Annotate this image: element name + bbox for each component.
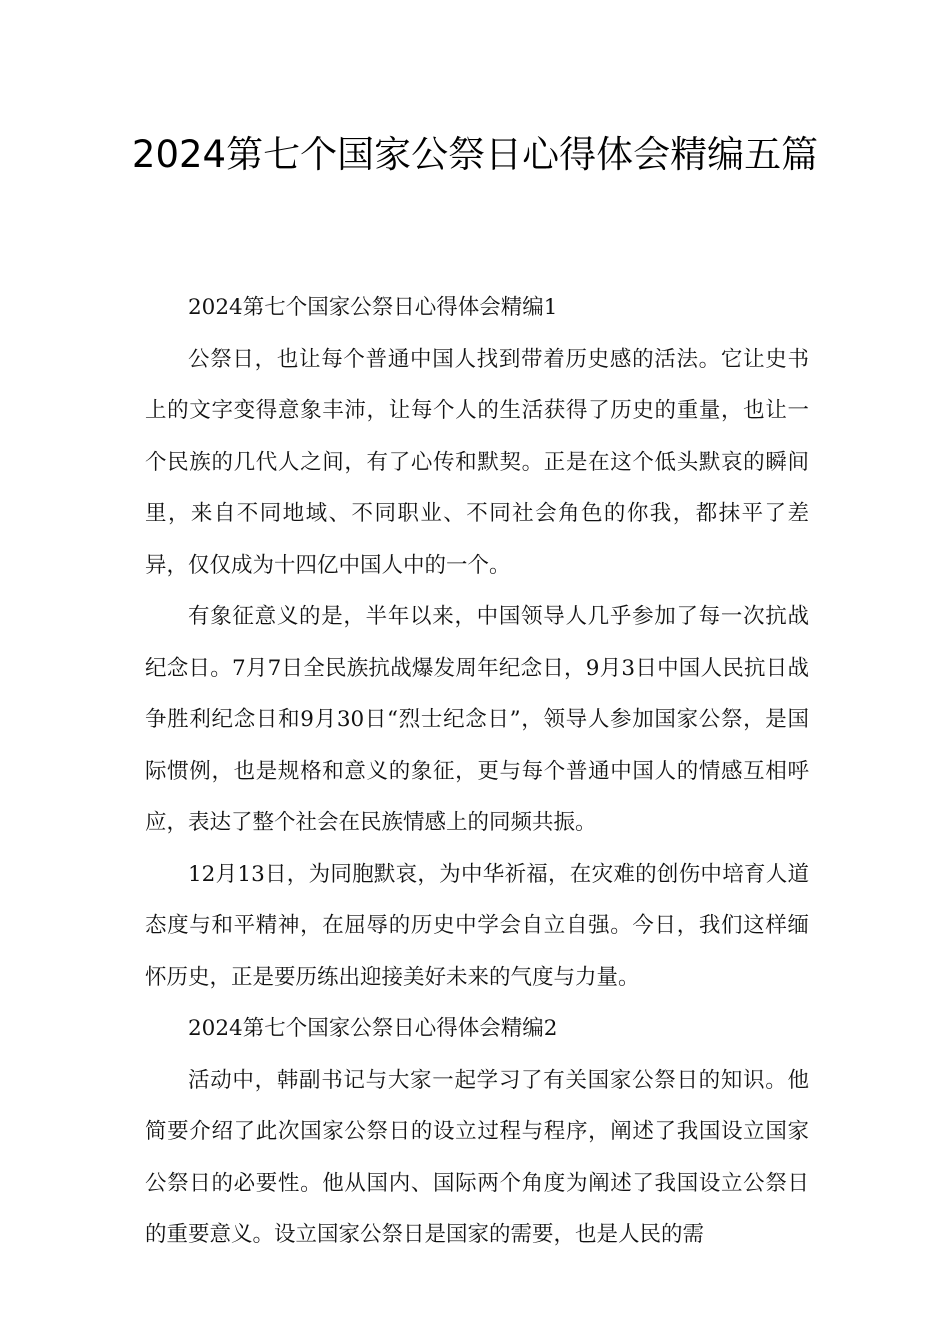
document-body [145, 282, 809, 1261]
section-heading: 2024第七个国家公祭日心得体会精编1 [188, 295, 558, 320]
paragraph: 有象征意义的是，半年以来，中国领导人几乎参加了每一次抗战纪念日。7月7日全民族抗战爆发周年纪念日，9月3日中国人民抗日战争胜利纪念日和9月30日“烈士纪念日”，领导人参加国家公祭，是国际惯例，也是规格和意义的象征，更与每个普通中国人的情感互相呼应，表达了整个社会在民族情感上的同频共振。 [145, 604, 809, 835]
section-heading: 2024第七个国家公祭日心得体会精编2 [188, 1016, 558, 1041]
paragraph: 12月13日，为同胞默哀，为中华祈福，在灾难的创伤中培育人道态度与和平精神，在屈辱的历史中学会自立自强。今日，我们这样缅怀历史，正是要历练出迎接美好未来的气度与力量。 [145, 861, 809, 990]
paragraph: 活动中，韩副书记与大家一起学习了有关国家公祭日的知识。他简要介绍了此次国家公祭日的设立过程与程序，阐述了我国设立国家公祭日的必要性。他从国内、国际两个角度为阐述了我国设立公祭日的重要意义。设立国家公祭日是国家的需要，也是人民的需 [145, 1067, 809, 1247]
document-title: 2024第七个国家公祭日心得体会精编五篇 [131, 133, 819, 176]
paragraph: 公祭日，也让每个普通中国人找到带着历史感的活法。它让史书上的文字变得意象丰沛，让每个人的生活获得了历史的重量，也让一个民族的几代人之间，有了心传和默契。正是在这个低头默哀的瞬间里，来自不同地域、不同职业、不同社会角色的你我，都抹平了差异，仅仅成为十四亿中国人中的一个。 [145, 346, 809, 578]
